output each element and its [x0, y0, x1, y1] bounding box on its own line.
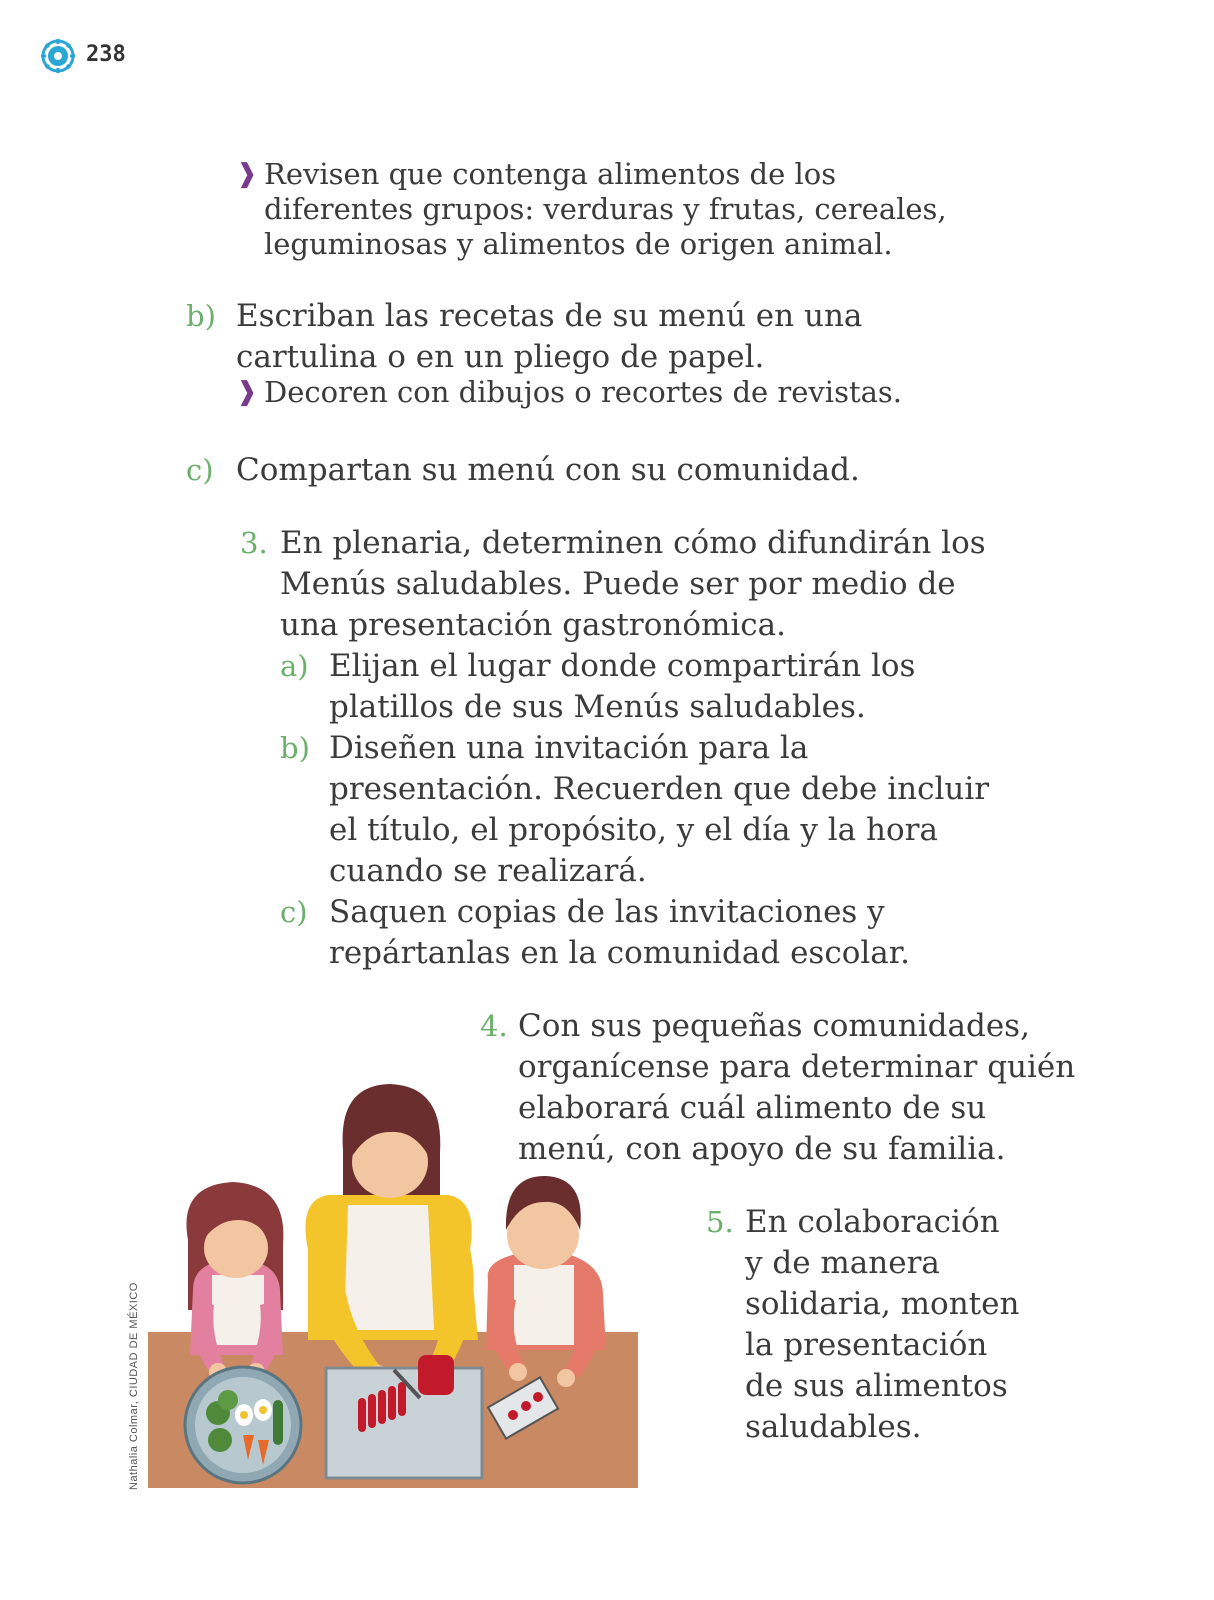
text-line: solidaria, monten — [745, 1286, 1020, 1322]
bullet-marker: ❱ — [236, 377, 258, 407]
step-3-text — [280, 523, 986, 646]
text-line: cuando se realizará. — [329, 853, 647, 889]
text-line: cartulina o en un pliego de papel. — [236, 339, 765, 375]
sub-item-label: b) — [280, 731, 310, 765]
text-line: Elijan el lugar donde compartirán los — [329, 648, 916, 684]
text-line: saludables. — [745, 1409, 922, 1445]
text-line: y de manera — [745, 1245, 940, 1281]
text-line: elaborará cuál alimento de su — [518, 1090, 987, 1126]
page-number: 238 — [86, 42, 126, 67]
sub-bullet-text — [264, 157, 947, 262]
text-line: Escriban las recetas de su menú en una — [236, 298, 863, 334]
sub-item-text — [329, 728, 989, 892]
item-c-text: Compartan su menú con su comunidad. — [236, 452, 860, 488]
text-line: la presentación — [745, 1327, 988, 1363]
text-line: de sus alimentos — [745, 1368, 1008, 1404]
text-line: leguminosas y alimentos de origen animal. — [264, 227, 893, 261]
text-line: Menús saludables. Puede ser por medio de — [280, 566, 956, 602]
page-header — [40, 38, 160, 74]
item-label: b) — [186, 299, 216, 333]
cooking-illustration — [148, 1080, 640, 1490]
text-line: Con sus pequeñas comunidades, — [518, 1008, 1030, 1044]
text-line: organícense para determinar quién — [518, 1049, 1076, 1085]
vegetable-plate — [185, 1367, 301, 1483]
bullet-marker: ❱ — [236, 159, 258, 189]
text-line: repártanlas en la comunidad escolar. — [329, 935, 911, 971]
text-line: Diseñen una invitación para la — [329, 730, 809, 766]
step-number: 4. — [480, 1009, 508, 1043]
step-number: 5. — [706, 1205, 734, 1239]
girl-left — [186, 1182, 283, 1381]
text-line: presentación. Recuerden que debe incluir — [329, 771, 990, 807]
text-line: diferentes grupos: verduras y frutas, cereales, — [264, 192, 947, 226]
item-b-bullet-text: Decoren con dibujos o recortes de revistas. — [264, 375, 902, 409]
text-line: platillos de sus Menús saludables. — [329, 689, 866, 725]
text-line: Revisen que contenga alimentos de los — [264, 157, 837, 191]
sub-item-text — [329, 892, 910, 974]
step-5-text — [745, 1202, 1019, 1448]
step-number: 3. — [240, 526, 268, 560]
sub-item-label: c) — [280, 895, 308, 929]
text-line: menú, con apoyo de su familia. — [518, 1131, 1006, 1167]
text-line: En plenaria, determinen cómo difundirán los — [280, 525, 986, 561]
item-b-text — [236, 296, 862, 378]
emblem-icon — [40, 38, 76, 74]
text-line: En colaboración — [745, 1204, 1000, 1240]
cutting-board — [326, 1355, 482, 1478]
text-line: una presentación gastronómica. — [280, 607, 787, 643]
illustration-credit: Nathalia Colmar, CIUDAD DE MÉXICO — [128, 1282, 140, 1490]
sub-item-label: a) — [280, 649, 309, 683]
text-line: Saquen copias de las invitaciones y — [329, 894, 885, 930]
item-label: c) — [186, 453, 214, 487]
text-line: el título, el propósito, y el día y la hora — [329, 812, 938, 848]
sub-item-text — [329, 646, 915, 728]
